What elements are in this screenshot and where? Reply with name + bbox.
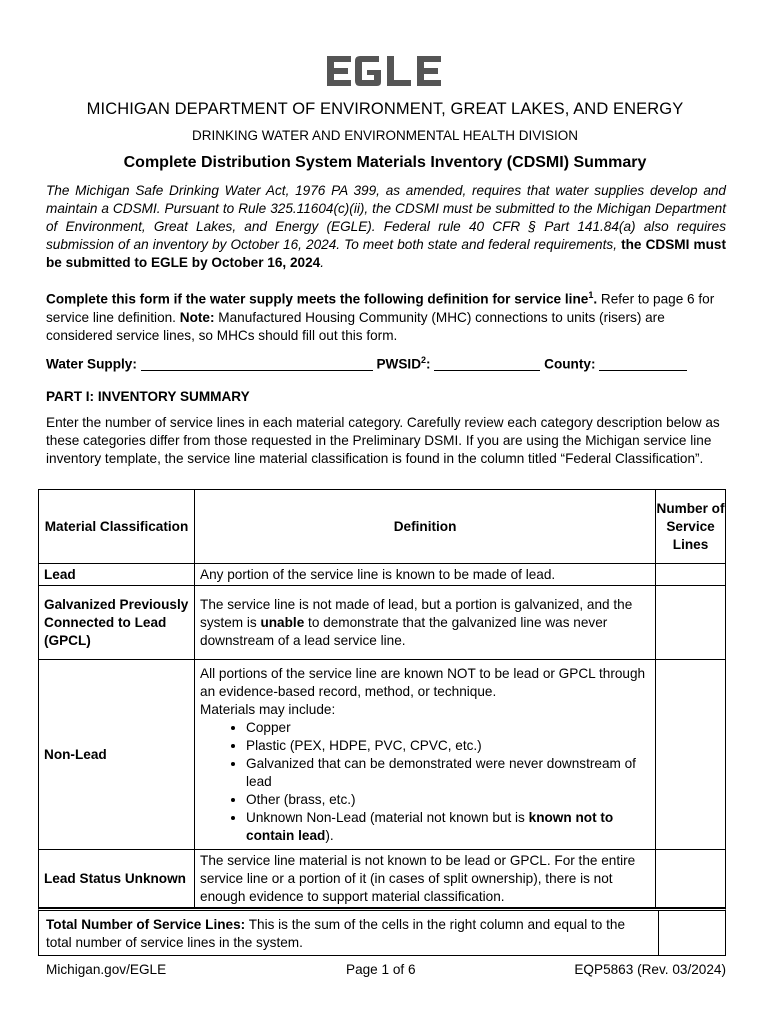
gpcl-def-bold: unable <box>260 614 305 630</box>
material-nonlead: Non-Lead <box>39 660 195 850</box>
header-number: Number of Service Lines <box>656 490 726 564</box>
material-lead: Lead <box>39 564 195 586</box>
division-name: DRINKING WATER AND ENVIRONMENTAL HEALTH DIVISION <box>191 128 579 143</box>
county-input[interactable] <box>599 356 687 371</box>
county-label: County: <box>544 356 596 372</box>
nonlead-materials-list <box>200 719 650 845</box>
document-title: Complete Distribution System Materials Inventory (CDSMI) Summary <box>123 154 647 171</box>
list-item: • Copper <box>246 719 650 737</box>
part1-instructions: Enter the number of service lines in each material category. Carefully review each category description below as these categories differ from those requested in the Preliminary DSMI. If you are using the Michigan service line inventory template, the service line material classification is found in the column titled “Federal Classification”. <box>46 415 720 466</box>
total-row <box>38 908 726 956</box>
condition-text-2: Manufactured Housing Community (MHC) connections to units (risers) are considered service lines, so MHCs should fill out this form. <box>46 309 665 343</box>
material-gpcl: Galvanized Previously Connected to Lead (GPCL) <box>39 586 195 660</box>
list-item <box>246 809 650 845</box>
footer-form-number: EQP5863 (Rev. 03/2024) <box>574 962 726 977</box>
total-count-input[interactable] <box>659 911 725 955</box>
list-item: • Other (brass, etc.) <box>246 791 650 809</box>
table-header-row <box>39 490 726 564</box>
condition-bold-end: . <box>593 291 598 307</box>
pwsid-colon: : <box>426 356 431 372</box>
total-label: Total Number of Service Lines: <box>46 917 246 932</box>
header-material: Material Classification <box>39 490 195 564</box>
egle-logo-mark <box>327 52 443 88</box>
material-unknown: Lead Status Unknown <box>39 850 195 908</box>
count-lead-input[interactable] <box>656 564 726 586</box>
part1-heading: PART I: INVENTORY SUMMARY <box>46 389 250 404</box>
gpcl-def-a: The service line is not made of lead, but a portion is galvanized, and the system is <box>200 596 633 630</box>
nonlead-def-intro: All portions of the service line are known NOT to be lead or GPCL through an evidence-based record, method, or technique. <box>200 665 646 699</box>
condition-text-1: Refer to page 6 for service line definition. <box>46 291 715 325</box>
intro-paragraph <box>46 182 726 272</box>
definition-unknown: The service line material is not known to be lead or GPCL. For the entire service line or a portion of it (in cases of split ownership), there is not enough evidence to support material classification. <box>195 850 656 908</box>
note-label: Note: <box>179 309 215 325</box>
condition-bold: Complete this form if the water supply meets the following definition for service line <box>46 291 589 307</box>
count-gpcl-input[interactable] <box>656 586 726 660</box>
nonlead-last-bold: known not to contain lead <box>246 809 614 843</box>
list-item: • Plastic (PEX, HDPE, PVC, CPVC, etc.) <box>246 737 650 755</box>
water-supply-label: Water Supply: <box>46 356 137 372</box>
definition-lead: Any portion of the service line is known to be made of lead. <box>195 564 656 586</box>
agency-name: MICHIGAN DEPARTMENT OF ENVIRONMENT, GREAT LAKES, AND ENERGY <box>86 100 684 118</box>
table-row-lead <box>39 564 726 586</box>
intro-text: The Michigan Safe Drinking Water Act, 1976 PA 399, as amended, requires that water supplies develop and maintain a CDSMI. Pursuant to Rule 325.11604(c)(ii), the CDSMI must be submitted to the Michigan Department of Environment, Great Lakes, and Energy (EGLE). Federal rule 40 CFR § Part 141.84(a) also requires submission of an inventory by October 16, 2024. To meet both state and federal requirements, <box>46 183 726 252</box>
nonlead-last-b: ). <box>325 827 334 843</box>
egle-logo <box>0 52 770 92</box>
intro-deadline: the CDSMI must be submitted to EGLE by October 16, 2024 <box>46 237 726 270</box>
count-nonlead-input[interactable] <box>656 660 726 850</box>
count-unknown-input[interactable] <box>656 850 726 908</box>
table-row-gpcl <box>39 586 726 660</box>
gpcl-def-b: to demonstrate that the galvanized line was never downstream of a lead service line. <box>200 614 608 648</box>
nonlead-def-may: Materials may include: <box>200 701 336 717</box>
table-row-unknown <box>39 850 726 908</box>
nonlead-last-a: Unknown Non-Lead (material not known but is <box>246 809 529 825</box>
footer-page-number: Page 1 of 6 <box>346 962 416 977</box>
identification-row <box>46 355 736 372</box>
intro-end: . <box>320 255 324 270</box>
inventory-table <box>38 489 726 908</box>
footer-website: Michigan.gov/EGLE <box>46 962 167 977</box>
definition-gpcl <box>195 586 656 660</box>
total-text <box>46 916 654 952</box>
condition-paragraph <box>46 286 726 345</box>
footnote-1: 1 <box>588 290 594 300</box>
footnote-2: 2 <box>421 355 427 365</box>
total-description: This is the sum of the cells in the right column and equal to the total number of service lines in the system. <box>46 917 626 950</box>
definition-nonlead <box>195 660 656 850</box>
pwsid-input[interactable] <box>434 356 540 371</box>
pwsid-label: PWSID <box>376 356 422 372</box>
header-definition: Definition <box>195 490 656 564</box>
water-supply-input[interactable] <box>141 356 373 371</box>
table-row-nonlead <box>39 660 726 850</box>
list-item: • Galvanized that can be demonstrated were never downstream of lead <box>246 755 650 791</box>
